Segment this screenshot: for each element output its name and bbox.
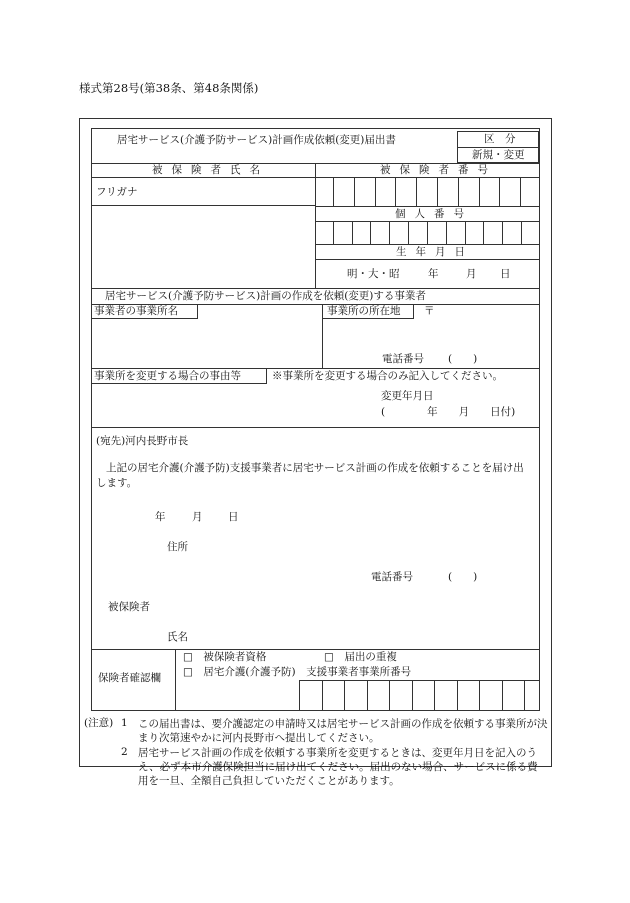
- address-label: 住所: [167, 541, 188, 553]
- check-insured-qualification[interactable]: □ 被保険者資格: [183, 651, 267, 663]
- change-date-field[interactable]: ( 年 月 日付): [381, 406, 516, 418]
- insured-name-header: 被保険者氏名: [152, 164, 269, 176]
- business-section-title: 居宅サービス(介護予防サービス)計画の作成を依頼(変更)する事業者: [105, 290, 426, 302]
- note-2-number: 2: [121, 746, 128, 758]
- declaration-day: 日: [228, 511, 239, 523]
- insured-person-label: 被保険者: [108, 601, 150, 613]
- insurer-check-label: 保険者確認欄: [98, 672, 161, 684]
- individual-number-cells[interactable]: [315, 221, 540, 244]
- note-1-text: この届出書は、要介護認定の申請時又は居宅サービス計画の作成を依頼する事業所が決まり次第速やかに河内長野市へ提出してください。: [138, 718, 548, 744]
- office-name-field[interactable]: [92, 320, 321, 367]
- note-1-number: 1: [121, 717, 128, 729]
- declaration-body: 上記の居宅介護(介護予防)支援事業者に居宅サービス計画の作成を依頼することを届け出します。: [96, 462, 524, 489]
- check-office-number[interactable]: □ 居宅介護(介護予防) 支援事業者事業所番号: [183, 666, 412, 678]
- office-name-label: 事業者の事業所名: [94, 305, 178, 317]
- furigana-label: フリガナ: [96, 186, 138, 198]
- kubun-value[interactable]: 新規・変更: [472, 149, 525, 161]
- change-reason-label: 事業所を変更する場合の事由等: [94, 370, 241, 382]
- change-date-label: 変更年月日: [381, 390, 434, 402]
- form-number: 様式第28号(第38条、第48条関係): [79, 81, 259, 95]
- name-label: 氏名: [167, 631, 188, 643]
- declaration-phone-label: 電話番号: [371, 571, 413, 583]
- birthdate-eras[interactable]: 明・大・昭: [347, 268, 400, 280]
- declaration-phone-paren[interactable]: ( ): [448, 571, 478, 583]
- check-duplicate-filing[interactable]: □ 届出の重複: [324, 651, 397, 663]
- office-address-label: 事業所の所在地: [327, 305, 401, 317]
- change-note: ※事業所を変更する場合のみ記入してください。: [272, 370, 503, 382]
- insured-number-header: 被保険者番号: [380, 164, 497, 176]
- note-2-text: 居宅サービス計画の作成を依頼する事業所を変更するときは、変更年月日を記入のうえ、必ず本市介護保険担当に届け出てください。届出のない場合、サービスに係る費用を一旦、全額自己負担していただくことがあります。: [138, 747, 538, 787]
- birthdate-month: 月: [466, 268, 477, 280]
- insured-name-field[interactable]: [92, 206, 314, 287]
- postal-mark: 〒: [424, 305, 435, 317]
- addressee: (宛先)河内長野市長: [96, 435, 189, 447]
- birthdate-year: 年: [428, 268, 439, 280]
- notes-prefix: (注意): [84, 717, 114, 729]
- kubun-label: 区 分: [484, 133, 516, 145]
- birthdate-header: 生年月日: [396, 246, 474, 258]
- individual-number-header: 個人番号: [395, 208, 473, 220]
- insured-number-cells[interactable]: [333, 177, 541, 206]
- declaration-month: 月: [192, 511, 203, 523]
- office-phone-paren[interactable]: ( ): [448, 353, 478, 365]
- declaration-year: 年: [155, 511, 166, 523]
- office-address-field[interactable]: [323, 320, 539, 350]
- office-number-cells[interactable]: [299, 680, 525, 711]
- form-title: 居宅サービス(介護予防サービス)計画作成依頼(変更)届出書: [117, 134, 396, 146]
- birthdate-day: 日: [500, 268, 511, 280]
- office-phone-label: 電話番号: [382, 353, 424, 365]
